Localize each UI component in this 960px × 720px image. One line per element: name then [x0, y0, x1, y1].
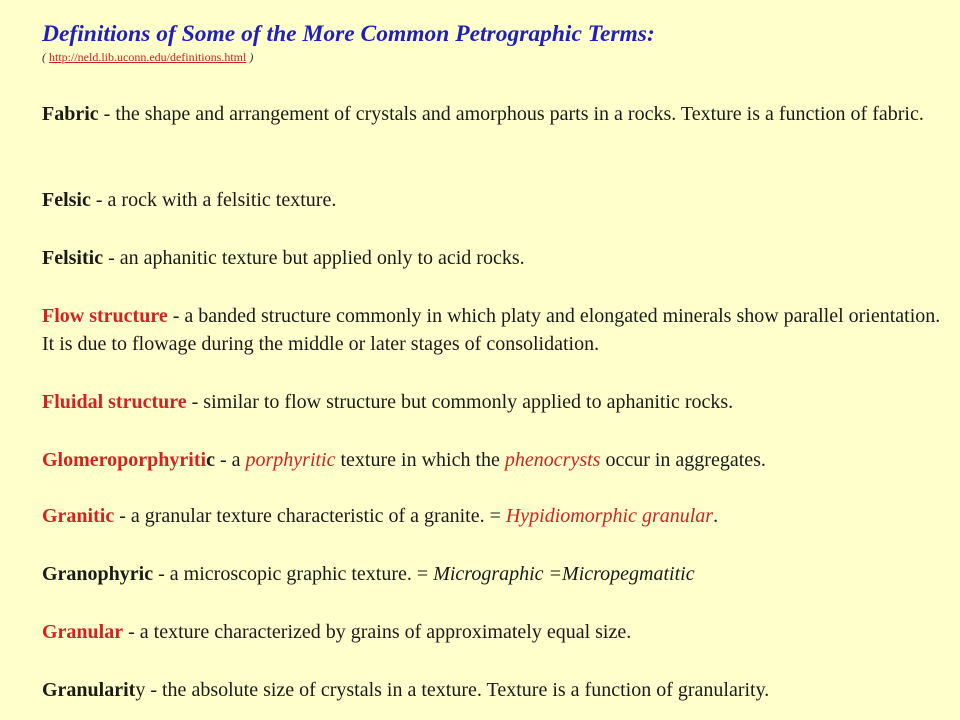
definition-text: - the absolute size of crystals in a texture. Texture is a function of granularity.: [145, 679, 770, 701]
definition-end: .: [713, 505, 719, 527]
definition-felsitic: [42, 244, 942, 272]
term-granophyric: Granophyric: [42, 563, 154, 585]
definition-text: - the shape and arrangement of crystals and amorphous parts in a rocks. Texture is a function of fabric.: [98, 103, 924, 125]
definition-text: - an aphanitic texture but applied only to acid rocks.: [103, 247, 525, 269]
definition-text: - a: [214, 449, 246, 471]
term-felsitic: Felsitic: [42, 247, 104, 269]
definition-granophyric: [42, 560, 942, 588]
definition-fluidal-structure: [42, 388, 942, 416]
definition-fabric: [42, 100, 942, 128]
term-granular[interactable]: Granular: [42, 621, 124, 643]
synonyms-granophyric: Micrographic =Micropegmatitic: [433, 563, 695, 585]
term-felsic: Felsic: [42, 189, 91, 211]
source-citation: [42, 50, 942, 64]
definition-felsic: [42, 186, 942, 214]
term-flow-structure[interactable]: Flow structure: [42, 305, 168, 327]
source-link[interactable]: http://neld.lib.uconn.edu/definitions.html: [49, 50, 247, 64]
link-hypidiomorphic-granular[interactable]: Hypidiomorphic granular: [505, 505, 714, 527]
definition-text: - a microscopic graphic texture. =: [153, 563, 434, 585]
link-phenocrysts[interactable]: phenocrysts: [504, 449, 601, 471]
term-granularity-end: y: [135, 679, 146, 701]
term-fabric: Fabric: [42, 103, 99, 125]
source-close-paren: ): [246, 50, 254, 64]
term-granularity: Granularit: [42, 679, 136, 701]
slide: [42, 18, 942, 64]
definition-text: - a banded structure commonly in which platy and elongated minerals show parallel orientation. It is due to flowage during the middle or later stages of consolidation.: [42, 305, 941, 355]
definition-glomeroporphyritic: [42, 446, 942, 474]
source-open-paren: (: [42, 50, 49, 64]
link-porphyritic[interactable]: porphyritic: [245, 449, 336, 471]
definition-granularity: [42, 676, 942, 704]
term-fluidal-structure[interactable]: Fluidal structure: [42, 391, 187, 413]
term-glomeroporphyritic[interactable]: Glomeroporphyriti: [42, 449, 207, 471]
definition-text: - a rock with a felsitic texture.: [90, 189, 337, 211]
definition-text: texture in which the: [335, 449, 505, 471]
definition-granular: [42, 618, 942, 646]
definition-text: - a texture characterized by grains of approximately equal size.: [123, 621, 632, 643]
term-glomeroporphyritic-end: c: [206, 449, 215, 471]
definition-flow-structure: [42, 302, 942, 358]
page-title: Definitions of Some of the More Common Petrographic Terms:: [42, 21, 655, 47]
definition-text: occur in aggregates.: [600, 449, 766, 471]
definition-text: - a granular texture characteristic of a granite. =: [114, 505, 506, 527]
definition-text: - similar to flow structure but commonly applied to aphanitic rocks.: [186, 391, 734, 413]
term-granitic[interactable]: Granitic: [42, 505, 115, 527]
definition-granitic: [42, 502, 942, 530]
